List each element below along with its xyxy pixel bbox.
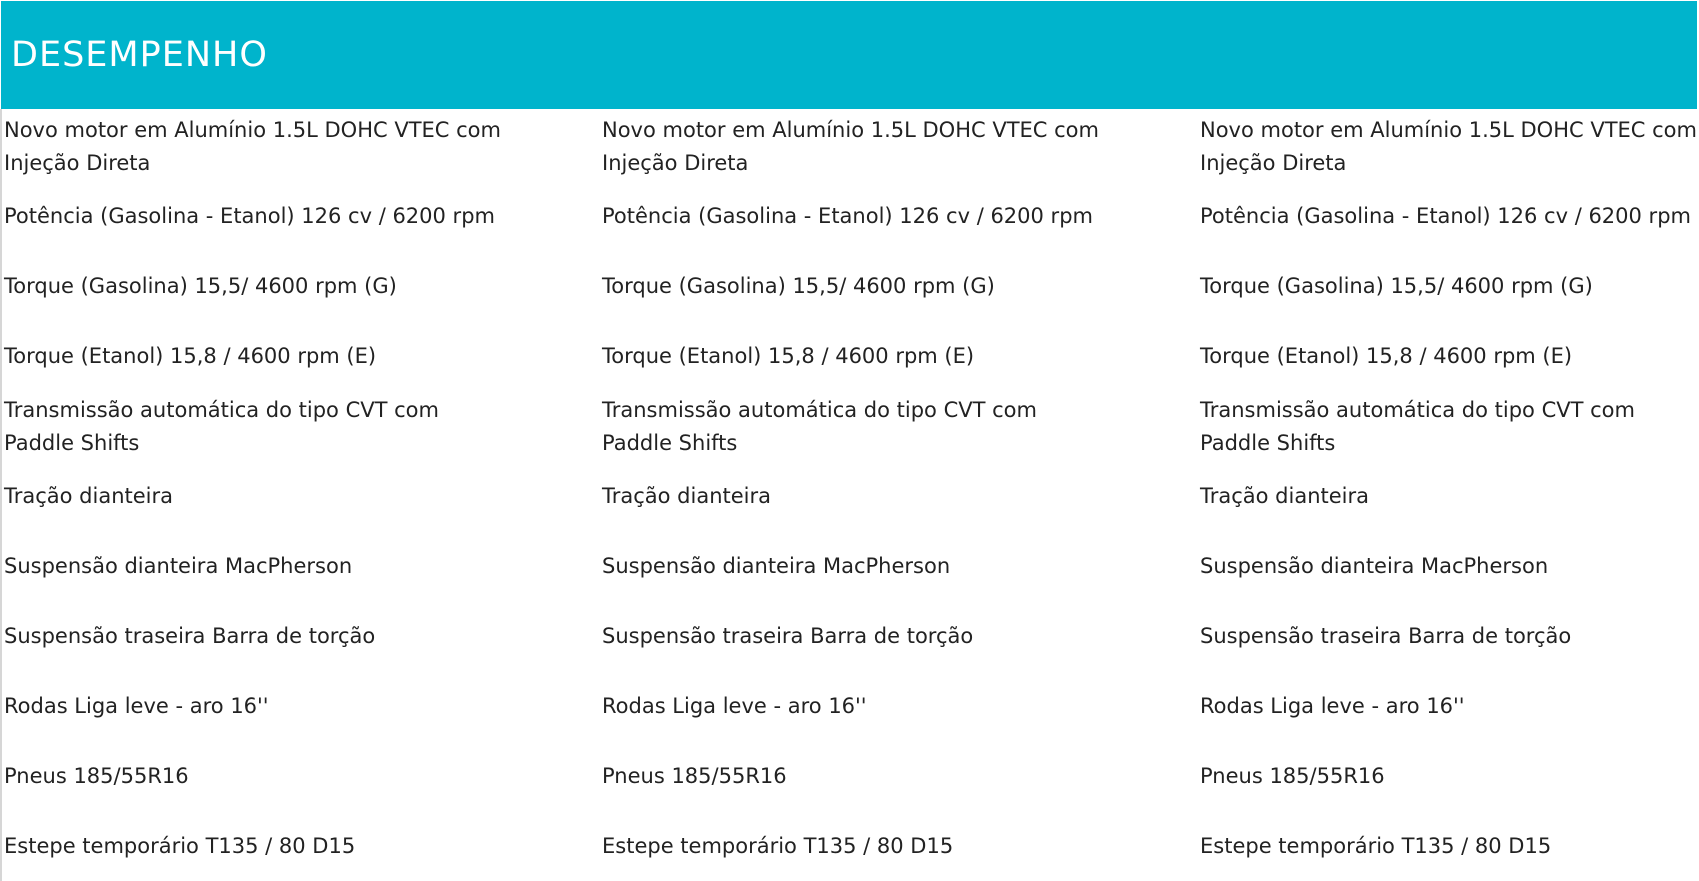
spec-cell-col3: Torque (Gasolina) 15,5/ 4600 rpm (G) — [1200, 274, 1593, 298]
section-header — [1, 1, 1697, 109]
spec-cell-col3: Rodas Liga leve - aro 16'' — [1200, 694, 1465, 718]
spec-cell-col2: Novo motor em Alumínio 1.5L DOHC VTEC com Injeção Direta — [602, 118, 1099, 175]
spec-cell-col1: Suspensão traseira Barra de torção — [4, 624, 376, 648]
spec-cell-col3: Suspensão dianteira MacPherson — [1200, 554, 1549, 578]
spec-cell-col3: Potência (Gasolina - Etanol) 126 cv / 6200 rpm — [1200, 204, 1691, 228]
spec-cell-col1: Torque (Gasolina) 15,5/ 4600 rpm (G) — [4, 274, 397, 298]
spec-cell-col1: Tração dianteira — [4, 484, 174, 508]
spec-cell-col2: Suspensão dianteira MacPherson — [602, 554, 951, 578]
spec-cell-col3: Transmissão automática do tipo CVT com Paddle Shifts — [1200, 398, 1635, 455]
spec-cell-col2: Pneus 185/55R16 — [602, 764, 787, 788]
spec-cell-col2: Estepe temporário T135 / 80 D15 — [602, 834, 954, 858]
left-divider — [0, 109, 2, 881]
spec-cell-col1: Rodas Liga leve - aro 16'' — [4, 694, 269, 718]
spec-cell-col2: Tração dianteira — [602, 484, 772, 508]
section-title: DESEMPENHO — [11, 35, 268, 75]
spec-cell-col2: Suspensão traseira Barra de torção — [602, 624, 974, 648]
spec-cell-col2: Potência (Gasolina - Etanol) 126 cv / 6200 rpm — [602, 204, 1093, 228]
spec-cell-col3: Estepe temporário T135 / 80 D15 — [1200, 834, 1552, 858]
spec-cell-col1: Estepe temporário T135 / 80 D15 — [4, 834, 356, 858]
spec-cell-col3: Tração dianteira — [1200, 484, 1370, 508]
spec-cell-col2: Transmissão automática do tipo CVT com Paddle Shifts — [602, 398, 1037, 455]
spec-cell-col2: Torque (Etanol) 15,8 / 4600 rpm (E) — [602, 344, 975, 368]
spec-cell-col3: Novo motor em Alumínio 1.5L DOHC VTEC com Injeção Direta — [1200, 118, 1697, 175]
spec-cell-col3: Suspensão traseira Barra de torção — [1200, 624, 1572, 648]
spec-cell-col1: Suspensão dianteira MacPherson — [4, 554, 353, 578]
spec-cell-col1: Pneus 185/55R16 — [4, 764, 189, 788]
spec-cell-col2: Rodas Liga leve - aro 16'' — [602, 694, 867, 718]
spec-cell-col1: Transmissão automática do tipo CVT com Paddle Shifts — [4, 398, 439, 455]
spec-cell-col2: Torque (Gasolina) 15,5/ 4600 rpm (G) — [602, 274, 995, 298]
spec-cell-col1: Torque (Etanol) 15,8 / 4600 rpm (E) — [4, 344, 377, 368]
spec-cell-col3: Torque (Etanol) 15,8 / 4600 rpm (E) — [1200, 344, 1573, 368]
spec-cell-col3: Pneus 185/55R16 — [1200, 764, 1385, 788]
spec-cell-col1: Potência (Gasolina - Etanol) 126 cv / 6200 rpm — [4, 204, 495, 228]
spec-cell-col1: Novo motor em Alumínio 1.5L DOHC VTEC com Injeção Direta — [4, 118, 501, 175]
